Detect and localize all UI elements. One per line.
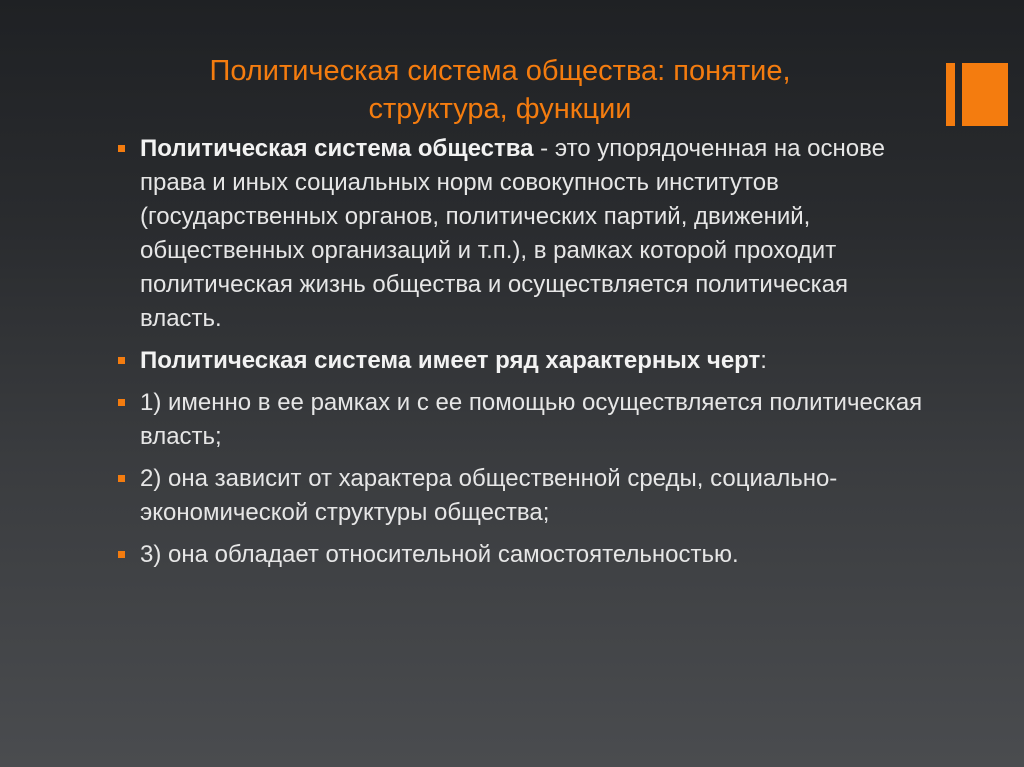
bullet-item-feature-3 bbox=[116, 538, 936, 572]
bullet-item-feature-1 bbox=[116, 386, 936, 454]
bullet-list bbox=[116, 132, 936, 580]
bullet-text: 1) именно в ее рамках и с ее помощью осуществляется политическая власть; bbox=[140, 389, 923, 450]
slide-title bbox=[120, 52, 880, 128]
bullet-text: - это упорядоченная на основе права и иных социальных норм совокупность институтов (государственных органов, политических партий, движений, общественных организаций и т.п.), в рамках которой проходит политическая жизнь общества и осуществляется политическая власть. bbox=[140, 135, 885, 332]
accent-bar-thin bbox=[946, 63, 955, 126]
square-bullet-icon bbox=[118, 357, 125, 364]
title-line-1: Политическая система общества: понятие, bbox=[209, 55, 791, 87]
square-bullet-icon bbox=[118, 399, 125, 406]
square-bullet-icon bbox=[118, 145, 125, 152]
bullet-text: 2) она зависит от характера общественной среды, социально-экономической структуры общества; bbox=[140, 465, 838, 526]
bullet-item-features-heading bbox=[116, 344, 936, 378]
title-line-2: структура, функции bbox=[368, 93, 632, 125]
square-bullet-icon bbox=[118, 475, 125, 482]
bullet-bold-text: Политическая система общества bbox=[140, 135, 534, 162]
bullet-bold-text: Политическая система имеет ряд характерных черт bbox=[140, 347, 761, 374]
bullet-item-definition bbox=[116, 132, 936, 336]
bullet-text: 3) она обладает относительной самостоятельностью. bbox=[140, 541, 739, 568]
accent-bar-thick bbox=[962, 63, 1008, 126]
bullet-text: : bbox=[760, 347, 767, 374]
bullet-item-feature-2 bbox=[116, 462, 936, 530]
square-bullet-icon bbox=[118, 551, 125, 558]
